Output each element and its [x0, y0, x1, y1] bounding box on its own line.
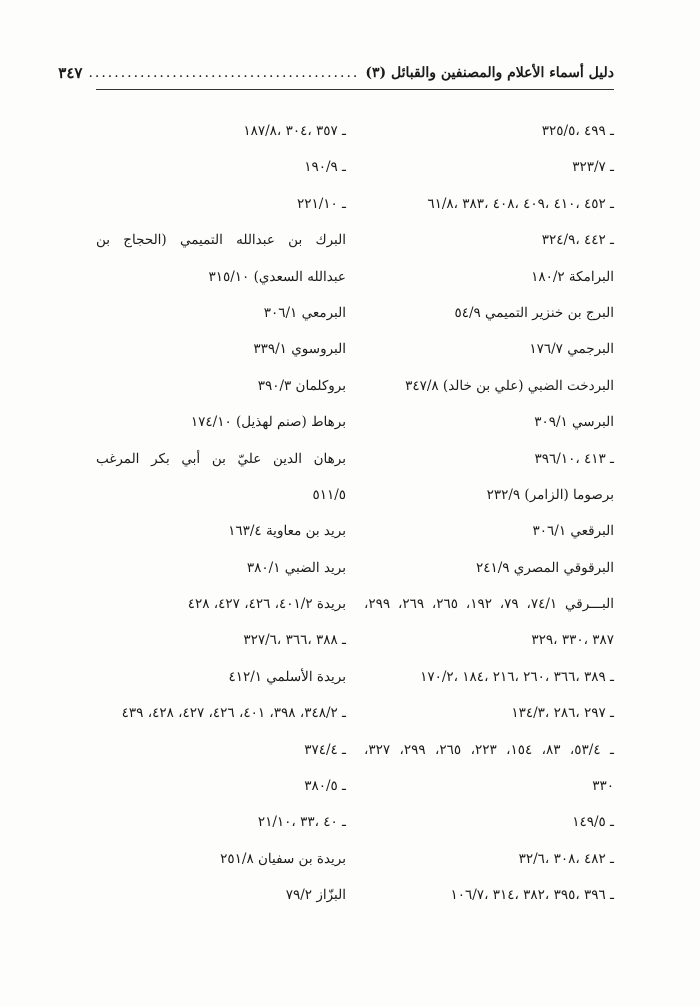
index-entry: ـ ٣٤٨/٢، ٣٩٨، ٤٠١، ٤٢٦، ٤٢٧، ٤٢٨، ٤٣٩ — [121, 705, 346, 722]
index-entry: ـ ٢٢١/١٠ — [296, 195, 346, 212]
index-entry: برصوما (الزامر) ٢٣٢/٩ — [486, 486, 614, 503]
running-header — [58, 60, 614, 86]
index-entry: ـ ٤٠ ،٣٣ ،٢١/١٠ — [257, 814, 346, 831]
index-entry: البرجمي ١٧٦/٧ — [529, 341, 614, 358]
index-entry: البرمعي ٣٠٦/١ — [263, 304, 346, 321]
index-entry: بروكلمان ٣٩٠/٣ — [257, 377, 346, 394]
index-entry: ـ ١٩٠/٩ — [304, 159, 346, 176]
index-entry: عبدالله السعدي) ٣١٥/١٠ — [208, 268, 346, 285]
index-entry: ـ ٤١٣ ،٣٩٦/١٠ — [534, 450, 614, 467]
index-entry: البردخت الضبي (علي بن خالد) ٣٤٧/٨ — [405, 377, 614, 394]
index-entry: ـ ٤٤٢ ،٣٢٤/٩ — [541, 232, 614, 249]
index-entry: ٣٨٧ ،٣٣٠ ،٣٢٩ — [531, 632, 614, 649]
index-entry: البرسي ٣٠٩/١ — [534, 414, 614, 431]
header-rule — [96, 89, 614, 90]
index-entry: بريدة ٤٠١/٢، ٤٢٦، ٤٢٧، ٤٢٨ — [187, 596, 346, 613]
index-entry: بريدة الأسلمي ٤١٢/١ — [228, 668, 346, 685]
index-entry: البرقعي ٣٠٦/١ — [532, 523, 614, 540]
index-entry: ـ ٣٩٦ ،٣٩٥ ،٣٨٢ ،٣١٤ ،١٠٦/٧ — [450, 887, 614, 904]
index-entry: ٥١١/٥ — [312, 486, 346, 503]
index-entry: ـ ٣٧٤/٤ — [304, 741, 346, 758]
index-entry: ـ ٣٨٩ ،٣٦٦ ،٢٦٠ ،٢١٦ ،١٨٤ ،١٧٠/٢ — [420, 668, 614, 685]
index-entry: ـ ٣٢٣/٧ — [572, 159, 614, 176]
index-entry: بريدة بن سفيان ٢٥١/٨ — [220, 850, 346, 867]
index-entry: بريد بن معاوية ١٦٣/٤ — [228, 523, 346, 540]
index-entry: البزّاز ٧٩/٢ — [285, 887, 346, 904]
index-column-right — [364, 113, 614, 914]
index-entry: ـ ٥٣/٤، ٨٣، ١٥٤، ٢٢٣، ٢٦٥، ٢٩٩، ٣٢٧، — [364, 741, 614, 758]
index-entry: ـ ٣٥٧ ،٣٠٤ ،١٨٧/٨ — [243, 123, 346, 139]
header-leader-dots: .......................................... — [88, 65, 360, 81]
page-number: ٣٤٧ — [58, 64, 83, 82]
index-entry: البرامكة ١٨٠/٢ — [531, 268, 614, 285]
index-entry: البرقوقي المصري ٢٤١/٩ — [475, 559, 614, 576]
index-entry: البروسوي ٣٣٩/١ — [253, 341, 346, 358]
index-entry: ـ ١٤٩/٥ — [572, 814, 614, 831]
index-entry: البرك بن عبدالله التميمي (الحجاج بن — [96, 232, 346, 249]
index-entry: بريد الضبي ٣٨٠/١ — [246, 559, 346, 576]
index-entry: البـــرقي ٧٤/١، ٧٩، ١٩٢، ٢٦٥، ٢٦٩، ٢٩٩، — [364, 596, 614, 613]
index-entry: ـ ٤٨٢ ،٣٠٨ ،٣٢/٦ — [518, 850, 614, 867]
index-entry: ٣٣٠ — [592, 778, 614, 795]
index-entry: ـ ٤٩٩ ،٣٢٥/٥ — [541, 123, 614, 139]
index-entry: ـ ٣٨٠/٥ — [304, 778, 346, 795]
index-entry: برهان الدين عليّ بن أبي بكر المرغب — [96, 450, 346, 467]
header-title: دليل أسماء الأعلام والمصنفين والقبائل (٣) — [365, 65, 614, 81]
index-column-left — [96, 113, 346, 914]
index-entry: ـ ٣٨٨ ،٣٦٦ ،٣٢٧/٦ — [243, 632, 346, 649]
index-entry: برهاط (صنم لهذيل) ١٧٤/١٠ — [190, 414, 346, 431]
index-entry: البرج بن خنزير التميمي ٥٤/٩ — [454, 304, 614, 321]
index-entry: ـ ٢٩٧ ،٢٨٦ ،١٣٤/٣ — [511, 705, 614, 722]
index-entry: ـ ٤٥٢ ،٤١٠ ،٤٠٩ ،٤٠٨ ،٣٨٣ ،٦١/٨ — [427, 195, 614, 212]
